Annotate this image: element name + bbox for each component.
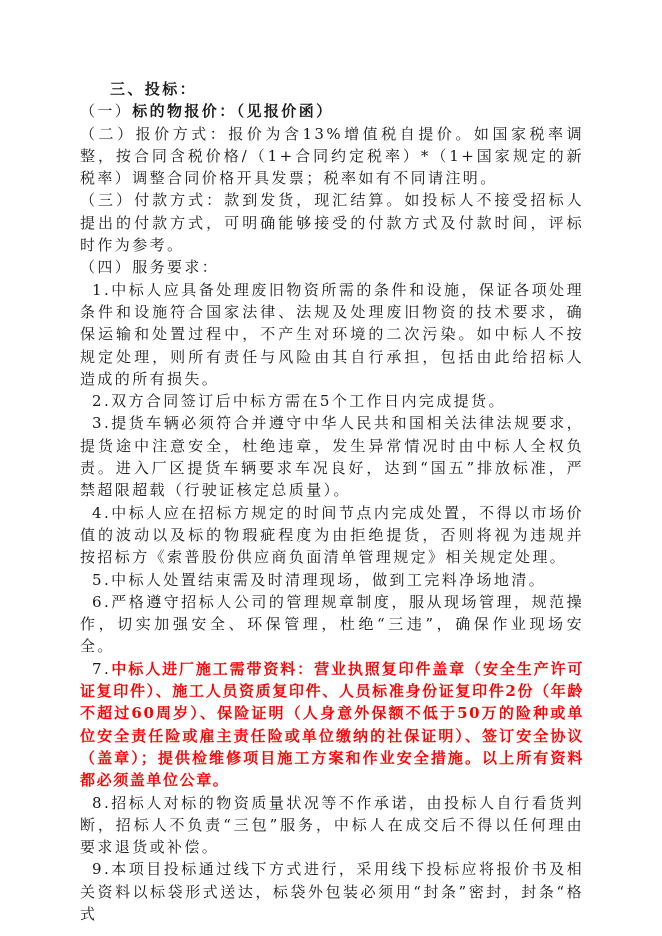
bid-price-item — [80, 100, 584, 122]
service-point-6: 6.严格遵守招标人公司的管理规章制度，服从现场管理，规范操作，切实加强安全、环保管理，杜绝“三违”，确保作业现场安全。 — [80, 592, 584, 656]
section-heading: 三、投标： — [110, 80, 198, 98]
quote-method-item: （二）报价方式：报价为含13%增值税自提价。如国家税率调整，按合同含税价格/（1+合同约定税率）*（1+国家规定的新税率）调整合同价格开具发票；税率如有不同请注明。 — [80, 124, 584, 188]
payment-method-item: （三）付款方式：款到发货，现汇结算。如投标人不接受招标人提出的付款方式，可明确能够接受的付款方式及付款时间，评标时作为参考。 — [80, 191, 584, 255]
service-point-8: 8.招标人对标的物资质量状况等不作承诺，由投标人自行看货判断，招标人不负责“三包”服务，中标人在成交后不得以任何理由要求退货或补偿。 — [80, 793, 584, 857]
bid-price-text: 标的物报价：（见报价函） — [132, 102, 334, 121]
service-point-9: 9.本项目投标通过线下方式进行，采用线下投标应将报价书及相关资料以标袋形式送达，标袋外包装必须用“封条”密封，封条“格式 — [80, 860, 584, 923]
service-point-4: 4.中标人应在招标方规定的时间节点内完成处置，不得以市场价值的波动以及标的物瑕疵程度为由拒绝提货，否则将视为违规并按招标方《索普股份供应商负面清单管理规定》相关规定处理。 — [80, 503, 584, 567]
bid-price-label: （一） — [80, 102, 133, 121]
service-point-7-highlighted-text: 中标人进厂施工需带资料：营业执照复印件盖章（安全生产许可证复印件）、施工人员资质复印件、人员标准身份证复印件2份（年龄不超过60周岁）、保险证明（人身意外保额不低于50万的险种或单位安全责任险或雇主责任险或单位缴纳的社保证明）、签订安全协议（盖章）；提供检维修项目施工方案和作业安全措施。以上所有资料都必须盖单位公章。 — [80, 659, 584, 790]
service-point-1: 1.中标人应具备处理废旧物资所需的条件和设施，保证各项处理条件和设施符合国家法律、法规及处理废旧物资的技术要求，确保运输和处置过程中，不产生对环境的二次污染。如中标人不按规定处理，则所有责任与风险由其自行承担，包括由此给招标人造成的所有损失。 — [80, 280, 584, 388]
service-point-7 — [80, 658, 584, 792]
service-requirements-title: （四）服务要求： — [80, 258, 220, 277]
service-point-7-number: 7. — [92, 659, 112, 678]
service-point-5: 5.中标人处置结束需及时清理现场，做到工完料净场地清。 — [92, 570, 547, 589]
service-point-3: 3.提货车辆必须符合并遵守中华人民共和国相关法律法规要求，提货途中注意安全，杜绝违章，发生异常情况时由中标人全权负责。进入厂区提货车辆要求车况良好，达到“国五”排放标准，严禁超限超载（行驶证核定总质量）。 — [80, 414, 584, 500]
service-point-2: 2.双方合同签订后中标方需在5个工作日内完成提货。 — [92, 392, 506, 411]
document-page — [80, 78, 584, 925]
